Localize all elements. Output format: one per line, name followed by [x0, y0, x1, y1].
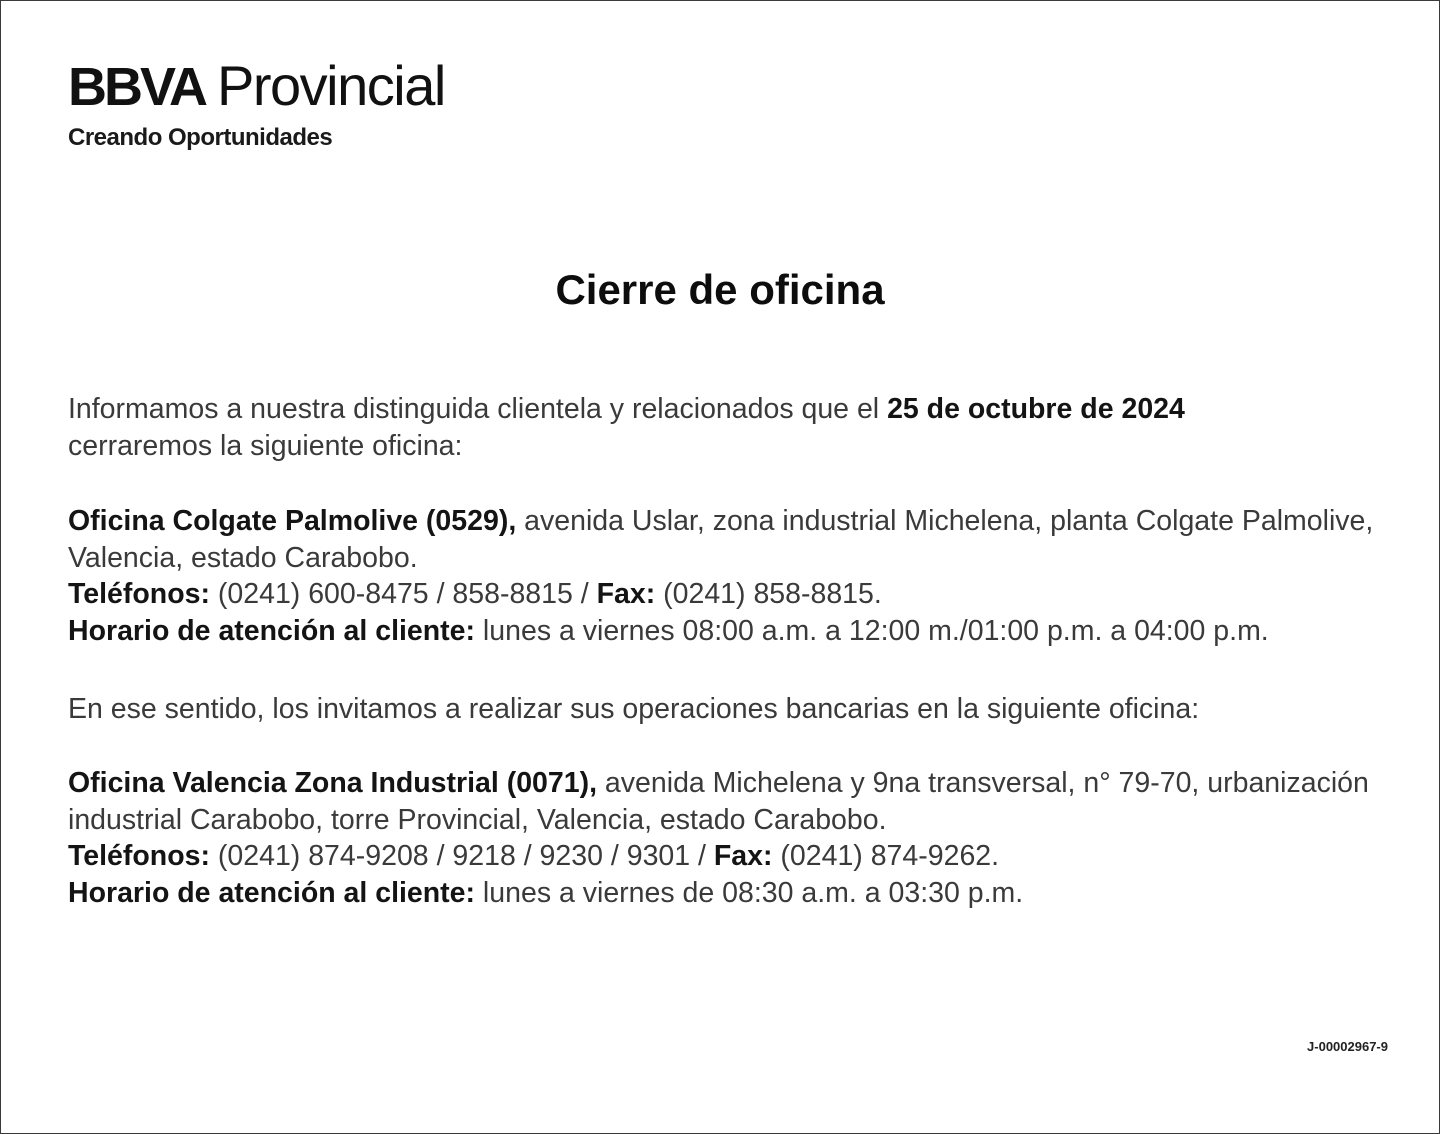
notice-title: Cierre de oficina: [555, 266, 885, 313]
logo-tagline: Creando Oportunidades: [68, 124, 333, 151]
alternate-office-fax-label: Fax:: [713, 840, 773, 872]
alternate-office-name: Oficina Valencia Zona Industrial (0071),: [68, 767, 598, 799]
alternate-office-phones: (0241) 874-9208 / 9218 / 9230 / 9301 /: [209, 840, 714, 872]
closing-office-fax: (0241) 858-8815.: [655, 578, 882, 610]
alternate-office-address: avenida Michelena y 9na transversal, n° 79-70, urbanización industrial Carabobo, torre Provincial, Valencia, estado Carabobo.: [68, 767, 1369, 836]
closing-office-hours-label: Horario de atención al cliente:: [68, 614, 476, 647]
closing-office-hours: lunes a viernes 08:00 a.m. a 12:00 m./01:00 p.m. a 04:00 p.m.: [475, 614, 1269, 647]
closing-office-name: Oficina Colgate Palmolive (0529),: [68, 505, 517, 537]
logo-brand: BBVA: [68, 57, 206, 117]
closing-office-fax-label: Fax:: [596, 578, 656, 610]
alternate-office-hours: lunes a viernes de 08:30 a.m. a 03:30 p.m.: [475, 876, 1024, 909]
bbva-provincial-logo: [68, 54, 445, 152]
closing-office-details: [68, 503, 1398, 649]
alternate-office-details: [68, 765, 1398, 911]
intro-text-after: cerraremos la siguiente oficina:: [68, 429, 463, 462]
invitation-paragraph: En ese sentido, los invitamos a realizar sus operaciones bancarias en la siguiente oficina:: [68, 693, 1200, 725]
rif-reference: J-00002967-9: [1307, 1039, 1388, 1054]
closing-office-phones: (0241) 600-8475 / 858-8815 /: [209, 578, 597, 610]
logo-wordmark: [68, 54, 445, 117]
alternate-office-phones-label: Teléfonos:: [68, 840, 210, 872]
closing-office-address: avenida Uslar, zona industrial Michelena, planta Colgate Palmolive, Valencia, estado Carabobo.: [68, 505, 1374, 574]
closing-date: 25 de octubre de 2024: [887, 393, 1185, 425]
alternate-office-fax: (0241) 874-9262.: [772, 840, 1000, 872]
closing-office-phones-label: Teléfonos:: [68, 578, 210, 610]
logo-name: Provincial: [217, 54, 445, 117]
intro-text: Informamos a nuestra distinguida clientela y relacionados que el: [68, 393, 888, 425]
intro-paragraph: [68, 391, 1398, 464]
alternate-office-hours-label: Horario de atención al cliente:: [68, 876, 476, 909]
